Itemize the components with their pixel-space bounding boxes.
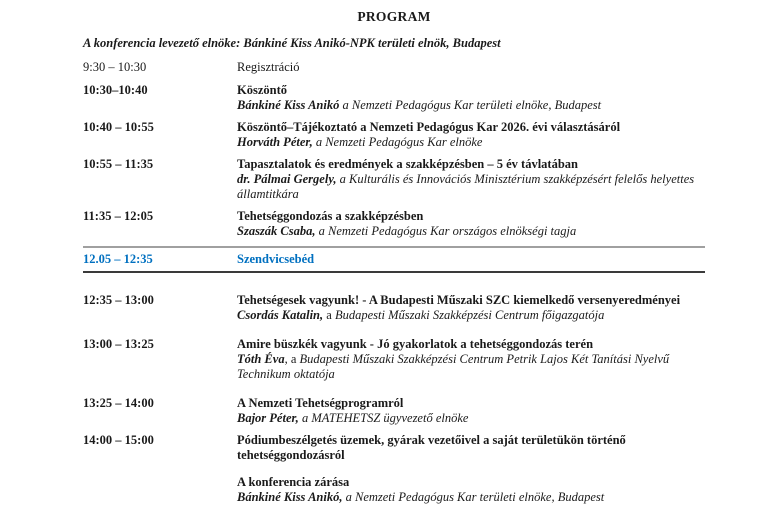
text-segment: dr. Pálmai Gergely, xyxy=(237,172,337,186)
session-line xyxy=(237,337,705,352)
text-segment: Budapesti Műszaki Szakképzési Centrum Petrik Lajos Két Tanítási Nyelvű xyxy=(299,352,670,366)
session-details xyxy=(237,252,705,267)
schedule-table xyxy=(83,60,705,505)
text-segment: Pódiumbeszélgetés üzemek, gyárak vezetőivel a saját területükön történő xyxy=(237,433,626,447)
text-segment: Köszöntő xyxy=(237,83,287,97)
session-details xyxy=(237,475,705,505)
schedule-row xyxy=(83,396,705,426)
schedule-row xyxy=(83,433,705,463)
schedule-row xyxy=(83,157,705,202)
session-line xyxy=(237,490,705,505)
schedule-row xyxy=(83,209,705,239)
session-line xyxy=(237,367,705,382)
session-line xyxy=(237,433,705,448)
session-details xyxy=(237,209,705,239)
schedule-row-lunch-break xyxy=(83,246,705,273)
text-segment: Szendvicsebéd xyxy=(237,252,315,266)
schedule-row xyxy=(83,120,705,150)
session-line xyxy=(237,120,705,135)
session-details xyxy=(237,433,705,463)
session-line xyxy=(237,411,705,426)
session-time: 12:35 – 13:00 xyxy=(83,293,154,307)
session-time: 13:00 – 13:25 xyxy=(83,337,154,351)
text-segment: a Nemzeti Pedagógus Kar országos elnökségi tagja xyxy=(315,224,577,238)
text-segment: Köszöntő–Tájékoztató a Nemzeti Pedagógus Kar 2026. évi választásáról xyxy=(237,120,621,134)
session-details xyxy=(237,396,705,426)
text-segment: Technikum oktatója xyxy=(237,367,335,381)
session-line xyxy=(237,448,705,463)
session-line xyxy=(237,293,705,308)
session-line xyxy=(237,209,705,224)
session-details xyxy=(237,120,705,150)
text-segment: Tehetséggondozás a szakképzésben xyxy=(237,209,424,223)
session-line xyxy=(237,475,705,490)
session-time: 9:30 – 10:30 xyxy=(83,60,147,74)
session-time xyxy=(83,475,237,505)
text-segment: Regisztráció xyxy=(237,60,300,74)
session-time: 14:00 – 15:00 xyxy=(83,433,154,447)
session-details xyxy=(237,83,705,113)
session-line xyxy=(237,172,705,187)
schedule-row xyxy=(83,83,705,113)
text-segment: a Nemzeti Pedagógus Kar területi elnöke, Budapest xyxy=(342,490,605,504)
session-time: 10:30–10:40 xyxy=(83,83,148,97)
session-line xyxy=(237,60,705,75)
conference-chair-line: A konferencia levezető elnöke: Bánkiné Kiss Anikó-NPK területi elnök, Budapest xyxy=(83,36,501,50)
text-segment: Tapasztalatok és eredmények a szakképzésben – 5 év távlatában xyxy=(237,157,578,171)
session-details xyxy=(237,60,705,75)
text-segment: Tehetségesek vagyunk! - A Budapesti Műszaki SZC kiemelkedő versenyeredményei xyxy=(237,293,681,307)
text-segment: Amire büszkék vagyunk - Jó gyakorlatok a tehetséggondozás terén xyxy=(237,337,594,351)
text-segment: Tóth Éva xyxy=(237,352,285,366)
session-line xyxy=(237,83,705,98)
session-line xyxy=(237,308,705,323)
session-line xyxy=(237,352,705,367)
text-segment: , a xyxy=(284,352,300,366)
session-line xyxy=(237,98,705,113)
session-time: 13:25 – 14:00 xyxy=(83,396,154,410)
text-segment: a Nemzeti Pedagógus Kar elnöke xyxy=(312,135,483,149)
text-segment: Horváth Péter, xyxy=(237,135,313,149)
text-segment: Bajor Péter, xyxy=(237,411,299,425)
text-segment: Csordás Katalin, xyxy=(237,308,324,322)
text-segment: Bánkiné Kiss Anikó, xyxy=(237,490,343,504)
schedule-row xyxy=(83,337,705,382)
schedule-row xyxy=(83,60,705,75)
text-segment: államtitkára xyxy=(237,187,299,201)
session-line xyxy=(237,252,705,267)
session-details xyxy=(237,157,705,202)
session-line xyxy=(237,135,705,150)
text-segment: a Nemzeti Pedagógus Kar területi elnöke, Budapest xyxy=(339,98,602,112)
text-segment: a MATEHETSZ ügyvezető elnöke xyxy=(298,411,469,425)
text-segment: Szaszák Csaba, xyxy=(237,224,316,238)
text-segment: Bánkiné Kiss Anikó xyxy=(237,98,340,112)
document-title: PROGRAM xyxy=(357,9,431,24)
session-time: 12.05 – 12:35 xyxy=(83,252,153,266)
session-details xyxy=(237,337,705,382)
text-segment: tehetséggondozásról xyxy=(237,448,345,462)
session-details xyxy=(237,293,705,323)
session-line xyxy=(237,224,705,239)
text-segment: a Kulturális és Innovációs Minisztérium szakképzésért felelős helyettes xyxy=(336,172,695,186)
session-time: 11:35 – 12:05 xyxy=(83,209,154,223)
session-line xyxy=(237,396,705,411)
text-segment: a xyxy=(323,308,335,322)
session-line xyxy=(237,187,705,202)
schedule-row xyxy=(83,293,705,323)
text-segment: A Nemzeti Tehetségprogramról xyxy=(237,396,404,410)
session-time: 10:40 – 10:55 xyxy=(83,120,154,134)
session-line xyxy=(237,157,705,172)
session-time: 10:55 – 11:35 xyxy=(83,157,154,171)
text-segment: Budapesti Műszaki Szakképzési Centrum főigazgatója xyxy=(334,308,605,322)
schedule-row xyxy=(83,475,705,505)
text-segment: A konferencia zárása xyxy=(237,475,350,489)
